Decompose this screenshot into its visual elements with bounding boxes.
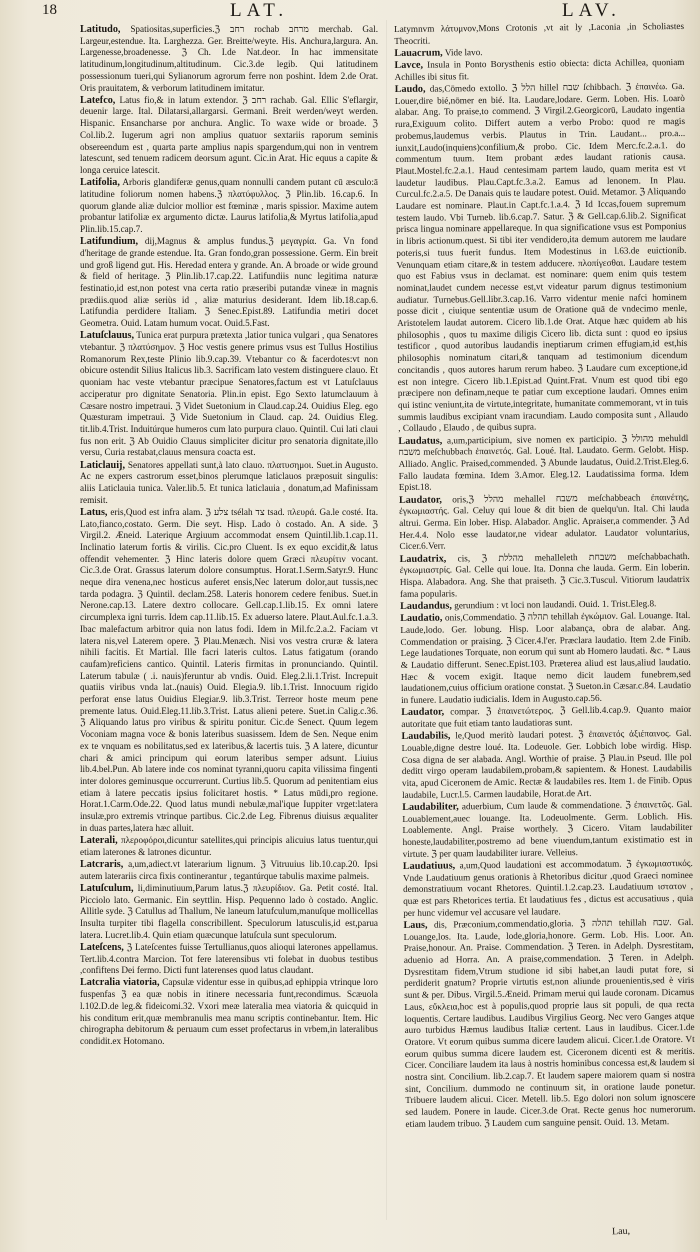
- entry-text: Vide lavo.: [444, 46, 483, 58]
- entry-headword: Laticlauij,: [80, 459, 125, 471]
- entry-headword: Laus,: [403, 919, 428, 931]
- entry-headword: Latcraris,: [80, 858, 124, 870]
- entry-headword: Laterali,: [80, 835, 118, 847]
- right-column: [394, 21, 696, 1204]
- entry-text: das,Cōmedo extollo. ℨ הלל hillel שבח ſchibbach. ℨ ἐπαινέω. Ga. Louer,dire bié,nōmer en bié. Ita. Laudare,lodare. Germ. Loben. His. Loarò alabar. Ang. To praise,to commend. ℨ Virgil.2.Georgicorū, Laudato ingentia rura,Exiguum colito. Differt autem a verbo Probo: quod re magis probemus,laudemus verbis. Plautus in Trin. Laudant... pro.a... iunxit,Laudo(inquiens)confilium,& probo. Cic. Idem Merc.fc.2.a.1. do commentum tuum. Item probant ædes laudant rationis causa. Plaut.Mostel.fc.2.a.1. Haud centesimam partem laudo, quam merita est vt laudetur laudibus. Plau.Capt.fc.3.a.2. Eamus ad lenonem. In Plau. Curcul.fc.2.a.5. De Danais quis te laudare potest. Ouid. Metamor. ℨ Aliquando Laudare est nominare. Plaut.in Capt.fc.1.a.4. ℨ Id Iccas,fouem supremum testem laudo. Vbi Turneb. lib.6.cap.7. Satur. ℨ & Gell.cap.6.lib.2. Significat prisca lingua nominare appellareque. In qua significatione vsus est Pomponius in libris actionum.quest. Si tibi iter vendidero,ita demum autorem me laudare poteris,si tuus fuerit fundus. Item Modestinus in l.63.de euictionib. Venunquam etiam citare,& in testem adducere. πλοπίγεσθαι. Laudare testem quo est Fabius vsus in declamat. est nominare: quem enim quis testem nominat,laudet cundem necesse est,vt videatur parum dignus testimonium audiatur. Turnebus.Gell.libr.3.cap.16. Varro videntur menie nafci hominem posse dicit , ciuique sententiæ usum de Oratione quā de vndecimo menle, Aristotelem laudat autorem. Cicero lib.1.de Orat. Atque hæc quidem ab his philosophis , quos tu maxime diligis Cicero lib. dicta sunt : quod eo ipsius testificor , quod autoribus laudandis ineptiarum crimen effugiam,id est,his philosophis nominatum citari,& tanquam ad testimonium dicendum concitandis , quos autores harum rerum habeo. ℨ Laudare cum exceptione,id est non integre. Cicero lib.1.Epist.ad Quint.Frat. Vnum est quod tibi ego præcipere non definam,neque te patiar cum exceptione laudari. Omnes enim qui istinc veniunt,ita de virtute,integritate, humanitate commemorant, vt in tuis summis laudibus excipiant vnam iracundiam. Laudo composita sunt , Allaudo , Collaudo , Elaudo , de quibus supra.: [394, 80, 689, 434]
- dictionary-entry: [398, 433, 689, 495]
- entry-text: dij,Magnus & amplus fundus.ℨ μεγαγρία. Ga. Vn fond d'heritage de grande estendue. Ita. Gran fondo,gran possessione. Germ. Ein breit und groß ligend gut. His. Heredad entera y grande. An. A broade or wide ground & field of heritage. ℨ Plin.lib.17.cap.22. Latifundiis nunc legitima naturæ festinatio,id est,non potest vna certa ratio præseribi putandæ vineæ in magnis prædiis.quod aliæ seriùs id , aliæ maturius desiderant. Idem lib.18.cap.6. Latifundia perdidere Italiam. ℨ Senec.Epist.89. Latifundia metiri docet Geometra. Ouid. Latam humum vocat. Ouid.5.Fast.: [80, 236, 378, 329]
- entry-headword: Latefco,: [80, 94, 116, 106]
- entry-headword: Latcralia viatoria,: [80, 977, 160, 989]
- dictionary-entry: [80, 835, 378, 858]
- entry-headword: Latifolia,: [80, 177, 120, 189]
- entry-text: onis,Commendatio. ℨ תהלה tehillah ἐγκώμιον. Gal. Louange. Ital. Laude,lodo. Ger. lobung. Hisp. Loor alabança, obra de alabar. Ang. Commendation or praising. ℨ Cicer.4.l'er. Præclara laudatio. Item 2.de Finib. Lege laudationes Torquate, non eorum qui sunt ab Homero laudati. &c. * Laus & Laudatio differunt. Senec.Epist.103. Præterea aliud est laus,aliud laudatio. Hæc & vocem exigit. Itaque nemo dicit laudem funebrem,sed laudationem,cuius officium oratione constat. ℨ Sueton.in Cæsar.c.84. Laudatio in funere. Laudatio iudicialis. Idem in Augusto.cap.56.: [400, 610, 691, 706]
- dictionary-entry: [80, 177, 378, 236]
- entry-text: li,diminutiuum,Parum latus.ℨ πλευρίδιον. Ga. Petit costé. Ital. Picciolo lato. Germanic. Ein seyttlin. Hisp. Pequenno lado ò costado. Anglic. Allitle syde. ℨ Catullus ad Thallum, Ne laneum latufculum,manuſque mollicellas Insulta turpiter tibi flagella conscribillent. Speculorum latusculis,id est,parua latera. Lucret.lib.4. Quin etiam quæcunque latuſcula sunt speculorum.: [80, 882, 378, 940]
- entry-text: Capsulæ videntur esse in quibus,ad ephippia vtrinque loro fuspenfas ℨ ea quæ nobis in itinere necessaria funt,recondimus. Scæuola l.102.D.de leg.& fideicomi.32. Vxori meæ lateralia mea viatoria & quicquid in his conditum erit,quæ membranulis mea manu scriptis continebantur. Item. Hic chirographa debitorum & peruaum cum esset profectarus in vrbem,in lateralibus condidit.ex Hotomano.: [80, 977, 378, 1046]
- dictionary-entry: [80, 977, 378, 1047]
- entry-text: Insula in Ponto Borysthenis estio obiecta: dicta Achillea, quoniam Achilles ibi situs fit.: [394, 57, 685, 82]
- dictionary-entry: [399, 492, 690, 554]
- entry-headword: Laudandus,: [400, 600, 452, 612]
- entry-text: a,um,adiect.vt laterarium lignum. ℨ Vitruuius lib.10.cap.20. Ipsi autem laterariis circa fixis continerantur , tegantúrque tabulis maxime palmeis.: [80, 858, 378, 881]
- entry-text: aduerbium, Cum laude & commendatione. ℨ ἐπαινετῶς. Gal. Louablement,auec louange. Ita. Lodeuolmente. Germ. Loblich. His. Loablemente. Angl. Praise worthely. ℨ Cicero. Vitam laudabiliter honeste,laudabiliter,postremo ad bene viuendum,tantum existimatio est in virtute. ℨ per quam laudabiliter iurare. Velleius.: [402, 798, 693, 859]
- entry-headword: Lateſcens,: [80, 941, 124, 953]
- entry-headword: Latifundium,: [80, 236, 139, 248]
- entry-headword: Laudo,: [394, 83, 426, 96]
- entry-text: Tunica erat purpura prætexta ,latior tunica vulgari , qua Senatores vtebantur. ℨ πλατύσημον. ℨ Hoc vestis genere primus vsus est Tullus Hostilius Romanorum Rex,teste Plinio lib.9.cap.39. Vtebantur co & facerdotes:vt non obicure ostendit Silius Italicus lib.3. Sacrificam lato vestem distinguere clauo. Et quoniam hac veste vtebantur præcipue Senatores,factum est vt Latuſclauus acciperatur pro dignitate Senatoria. Plin.in epist. Ego Sexto latumclauum à Cæsare nostro impetraui. ℨ Videt Suetonium in Claud.cap.24. Ouidius Eleg. ego Quæsturam impetraui. ℨ Vide Suetonium in Claud. cap. 24. Ouidius Eleg. tit.lib.4.Trist. Induitúrque humeros cum lato purpura clauo. Quintil. Cui lati claui fus non erit. ℨ Ab Ouidio Clauus simpliciter dicitur pro senatoria dignitate,illo versu, Curia restabat,clauus mensura coacta est.: [80, 330, 378, 458]
- entry-text: cis, ℨ מהללת mehalleleth משבחת meſchabbachath. ἐγκωμιαστρίς. Gal. Celle qui loue. Ita. Donna che lauda. Germ. Ein loberin. Hispa. Alabadora. Ang. She that praiseth. ℨ Cic.3.Tuscul. Vitiorum laudatrix fama popularis.: [399, 550, 690, 599]
- catchword: Lau,: [611, 1225, 631, 1238]
- entry-headword: Lavce,: [394, 59, 424, 72]
- entry-text: Spatiositas,superficies.ℨ רחב rochab מרחב merchab. Gal. Largeur,estendue. Ita. Larghezza. Ger. Breitte/weyte. His. Anchura,largura. An. Largenesse,broadenesse. ℨ Ch. I.de Nat.deor. In hac immensitate latitudinum,longitudinum,altitudinum. Cic.3.de legib. Qui latitudinem possessionum tueri,qui Sylianorum agrorum ferre non poshint. Idem 2.de Orat. Oris prauitatem, & verborum latitudinem imitatur.: [80, 24, 378, 93]
- left-column: [80, 24, 378, 1184]
- entry-headword: Laudator,: [398, 494, 442, 506]
- entry-text: le,Quod meritò laudari potest. ℨ ἐπαινετός ἀξιέπαινος. Gal. Louable,digne destre loué. Ita. Lodeuole. Ger. Lobbich lobe wirdig. Hisp. Cosa digna de ser alabada. Angl. Worthie of praise. ℨ Plau.in Pseud. Ille pol deditt virgo operam laudabilem,probam,& sapientem. & Honest. Laudabilis vita, apud Ciceronem de Amic. Rectæ & laudabiles res. Item 1. de Finib. Opus laudabile, Lucr.l.5. Carmen laudabile, Horat.de Art.: [401, 728, 692, 800]
- entry-text: eris,Quod est infra alam. ℨ צלע tsélah צד tsad. πλευρά. Ga.le costé. Ita. Lato,fianco,costato. Germ. Die seyt. Hisp. Lado ò costado. An. A side. ℨ Virgil.2. Æneid. Laterique Argiuum accommodat ensem Quintil.lib.1.cap.11. Inclinatio laterum fortis & virilis. Cic.pro Cluent. Is ex equo excidit,& latus offendit vehementer. ℨ Hinc lateris dolore quem Græci πλευρίτιν vocant. Cic.3.de Orat. Grassus laterum dolore consumptus. Horat.1.Serm.Satyr.9. Hunc neque dira venena,nec hosticus auferet ensis,Nec laterum dolor,aut tussis,nec tarda podagra. ℨ Quintil. declam.258. Lateris honorem cedere fenibus. Suet.in Nerone.cap.13. Latere dextro collocare. Gell.cap.1.lib.15. Ex omni latere circumplexa igni turris. Idem cap.11.lib.15. Ex aduerso latere. Plaut.Aul.fc.1.a.3. Ibac malefactum arbitror quia non latus fodi. Idem in Mil.fc.2.a.2. Faciam vt latera nis,vel Laterem opere. ℨ Plau.Menæch. Nisi vos vestra cruræ & latera nihili facitis. Et Martial. Ille facri lateris cultos. Latus fatigatum (orando caufam)reficiens cantico. Quintil. Lateris firmitas in pronunciando. Quintil. Laterum tabulæ ( .i. nauis)feruntur ab vndis. Ouid. Eleg.2.li.1.Trist. Increpuit quatiis viribus vnda lat..(nauis) Ouid. Elegia.9. lib.1.Trist. Innocuum rigido perforat ense latus Ouidius Elegiar.9. lib.3.Trist. Terreor hoste meum pene premente latus. Ouid.Eleg.11.lib.3.Trist. Latus alieni petere. Suet.in Calig.c.36. ℨ Aliquando latus pro viribus & spiritu ponitur. Cic.de Senect. Quum legem Voconiam magna voce & bonis lateribus suasissem. Idem de Sen. Neque enim ex te vnquam es nobilitatus,sed ex lateribus,& lacertis tuis. ℨ A latere, dicuntur chari & amici principum qui eorum lateribus semper adsunt. Liuius lib.4.bel.Pun. Ab latere inde cos nominat tyranni,quoru capita vilissima fingenti inter dolores geminusque occurrerunt. Curtius lib.5. Quorum ad penitentiam eius etiam à latere peccatis ipsius folicitaret hostis. * Latus mūdi,pro regione. Horat.1.Carm.Ode.22. Quod latus mundi nebulæ,mal'ique Iuppiter vrget:latera insulæ,pro extremis vtrinque partibus. Cic.2.de Leg. Fibrenus diuisus æqualiter in duas partes,latera hæc alluit.: [80, 506, 378, 833]
- dictionary-entry: [395, 81, 689, 435]
- entry-text: dis, Præconium,commendatio,gloria. ℨ תהלה tehillah שבח. Gal. Louange,los. Ita. Laude, lode,gloria,honore. Germ. Lob. His. Loor. An. Praise,honour. An. Praise. Commendation. ℨ Teren. in Adelph. Dysrestitam, aduenio ad Horra. An. A praise,commendation. ℨ Teren. in Adelph. Dysrestitam fidem,Vtrum studione id sibi habet,an laudi putat fore, si perdiderit gnatum? Proprie virtutis est,non aliunde prouenientis,sed è viris sunt & per. Dibus. Virgil.5.Æneid. Primam merui qui laude coronam. Dicamus Laus, εὔκλεια,hoc est à populis,quod proprie laus sit populi, de qua recta loquentis. Certare laudibus. Laudibus Virgilius Georg. Nec vero Ganges atque auro turbidus Hæmus laudibus Italiæ certent. Laus in laudibus. Cicer.1.de Oratore. Vt eorum quibus summa dicere laudem alicui. Cicer.1.de Oratore. Vt eorum quibus summa dicere laudem est. Ciceronem dicenti est & meritis. Cicer. Conciliare laudem ita laus à nostris hominibus concessa est,& laudem si nostra sint. Concilium. lib.2.cap.7. Et laudem sapere maiorem quam si nostra sint, Concilium. dummodo ne continuum sit, in oratione laude ponetur. Tribuere laudem alicui. Cicer. Metell. lib.5. Ego dolori non solum ignoscere sed laudem. Ponere in laude. Cicer.3.de Orat. Recte genus hoc numerorum. etiam laudem tribuo. ℨ Laudem cum sanguine pensit. Ouid. 13. Metam.: [403, 916, 696, 1129]
- dictionary-entry: [80, 460, 378, 507]
- dictionary-entry: [80, 507, 378, 835]
- dictionary-entry: [400, 551, 690, 601]
- entry-text: Arboris glandiferæ genus,quam nonnulli candem putant cū æsculo:ā latitudine foliorum nomen habens.ℨ πλατύφυλλος. ℨ Plin.lib. 16.cap.6. In quorum glande aliæ dulcior mollior est fœminæ , maris spissior. Maxime autem probantur latifoliæ ex argumento dictæ. Laurus latifolia,& Myrtus latifolia,apud Plin.lib.15.cap.7.: [80, 177, 378, 234]
- dictionary-entry: [400, 610, 691, 707]
- entry-headword: Laudator,: [401, 706, 445, 719]
- entry-headword: Latuſculum,: [80, 882, 134, 894]
- entry-text: πλεροφόροι,dicuntur satellites,qui principis alicuius latus tuentur,qui etiam laterones & latrones dicuntur.: [80, 835, 378, 857]
- dictionary-entry: [394, 57, 684, 83]
- entry-headword: Laudatiuus,: [402, 860, 456, 872]
- dictionary-entry: [80, 236, 378, 330]
- entry-text: Latymnvm λάτυμνον,Mons Crotonis ,vt ait ly ,Laconia ,in Scholiastes Theocriti.: [394, 20, 685, 46]
- dictionary-entry: [401, 728, 692, 801]
- entry-text: a,um,Quod laudationi est accommodatum. ℨ ἐγκωμιαστικός. Vnde Laudatiuum genus orationis à Rhetoribus dicitur ,quod Graeci nominee demonstratiuum vocant Rhetores. Quintil.1.2.cap.23. Laudatiuum ιστατον , quæ est pars Rhetorices tertia. Et laudatiuus fes , dictus est accusatiuus , quia per hunc videmur vel accusare vel laudare.: [402, 857, 694, 918]
- entry-headword: Laudatus,: [398, 435, 443, 447]
- dictionary-entry: [80, 330, 378, 459]
- dictionary-entry: [394, 21, 684, 47]
- entry-headword: Latitudo,: [80, 24, 121, 35]
- dictionary-entry: [80, 24, 378, 94]
- dictionary-entry: [402, 799, 693, 861]
- dictionary-entry: [80, 859, 378, 882]
- dictionary-entry: [403, 917, 695, 1131]
- entry-text: Latus fio,& in latum extendor. ℨ רחב rachab. Gal. Ellic S'eflargir, deuenir large. Ital. Dilatarsi,allargarsi. Germani. Breit werden/weyt werden. Hispanic. Ensancharse por anchura. Anglic. To waxe wide or broade. ℨ Col.lib.2. Iugerum agri non amplius quatuor sextariis raporum seminis obsereendum est , quarta parte amplius napis spargendum,qui non in ventrem latescunt, sed tenuem radicem deorsum agunt. Cic.in Arat. Hic equus a capite & longa ceruice latescit.: [80, 94, 378, 175]
- entry-text: gerundium : vt loci non laudandi. Ouid. 1. Trist.Eleg.8.: [454, 598, 657, 611]
- entry-headword: Laudabiliter,: [402, 801, 459, 813]
- running-head-right: LAV.: [562, 0, 621, 21]
- entry-headword: Laudabilis,: [401, 730, 451, 743]
- running-head-left: LAT.: [230, 0, 289, 21]
- dictionary-entry: [80, 95, 378, 177]
- column-gutter: [386, 20, 387, 1220]
- entry-headword: Laudatio,: [400, 612, 443, 625]
- entry-text: a,um,participium, sive nomen ex participio. ℨ מהולל mehuldl משבח meſchubbach ἐπαινετός. Gal. Loué. Ital. Laudato. Germ. Gelobt. Hisp. Alliado. Anglic. Praised,commended. ℨ Abunde laudatus, Ouid.2.Trist.Eleg.6. Fallo laudata fœmina. Idem 3.Amor. Eleg.12. Laudatissima forma. Idem Epist.18.: [398, 432, 689, 493]
- entry-text: compar. ℨ ἐπαινετώτερος. ℨ Gell.lib.4.cap.9. Quanto maior autoritate que fuit etiam tanto laudatioras sunt.: [401, 704, 692, 729]
- dictionary-entry: [80, 883, 378, 942]
- entry-text: oris,ℨ מהלל mehallel משבח meſchabbeach ἐπαινέτης, ἐγκωμιαστής. Gal. Celuy qui loue & dit bien de quelqu'un. Ital. Chi lauda altrui. Germa. Ein lober. Hisp. Alabador. Anglic. Apraiser,a commender. ℨ Ad Her.4.4. Nolo esse laudator,ne videar adulator. Laudator voluntarius, Cicer.6.Verr.: [399, 491, 690, 552]
- entry-headword: Laudatrix,: [399, 553, 447, 565]
- entry-text: Senatores appellati sunt,à lato clauo. πλατυσημοι. Suet.in Augusto. Ac ne expers castrorum esset,binos plerumque laticlauos præposuit singulis: aliis Laticlauia tunica. Valer.lib.5. Et tunica laticlauia , donatum,ad Mafinissam remisit.: [80, 459, 378, 505]
- entry-headword: Latuſclauus,: [80, 330, 135, 342]
- dictionary-entry: [80, 942, 378, 977]
- entry-headword: Lauacrum,: [394, 47, 443, 59]
- entry-text: ℨ Lateſcentes fuisse Tertullianus,quos alioqui laterones appellamus. Tert.lib.4.contra Marcion. Tot fere laterensibus vti folebat in duobus testibus ,confiftens Dei fermo. Dicti funt laterenses quod latus claudant.: [80, 941, 378, 976]
- dictionary-entry: [401, 704, 691, 730]
- entry-headword: Latus,: [80, 506, 108, 518]
- dictionary-entry: [403, 858, 694, 920]
- page-number: 18: [42, 2, 57, 18]
